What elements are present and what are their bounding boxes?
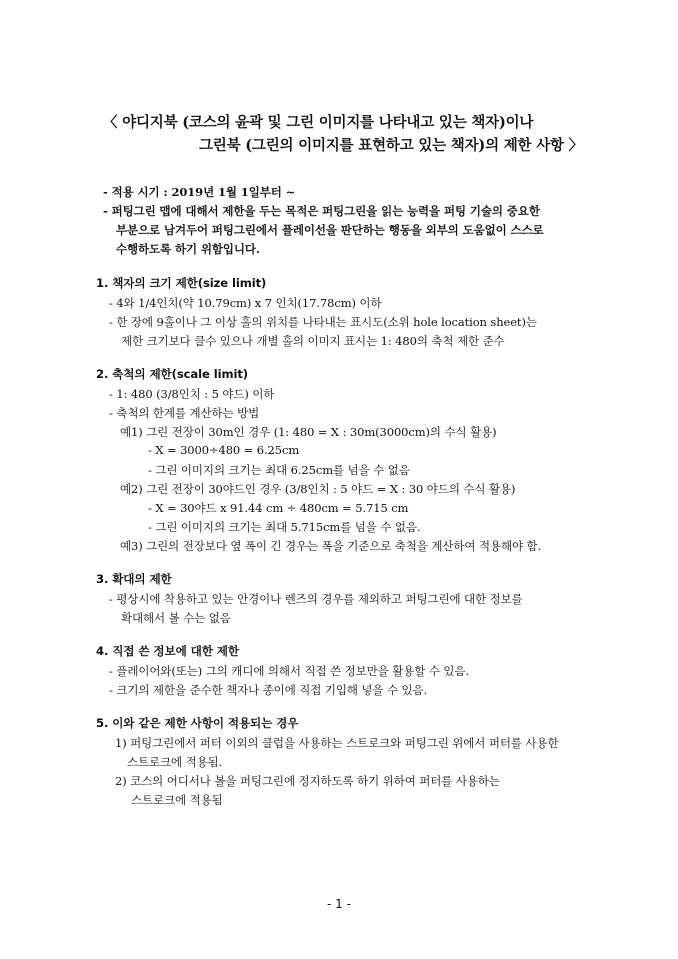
section-3-line: - 평상시에 착용하고 있는 안경이나 렌즈의 경우를 제외하고 퍼팅그린에 대한 정보를 bbox=[109, 592, 523, 606]
section-1-line: 제한 크기보다 클수 있으나 개별 홀의 이미지 표시는 1: 480의 축척 제한 준수 bbox=[121, 334, 505, 348]
section-1-heading: 1. 책자의 크기 제한(size limit) bbox=[96, 276, 267, 290]
example-2-result: - 그린 이미지의 크기는 최대 5.715cm를 넘을 수 없음. bbox=[148, 520, 421, 534]
section-3-line: 확대해서 볼 수는 없음 bbox=[121, 611, 231, 625]
example-2: 예2) 그린 전장이 30야드인 경우 (3/8인치 : 5 야드 = X : 30 야드의 수식 활용) bbox=[120, 482, 516, 496]
example-1: 예1) 그린 전장이 30m인 경우 (1: 480 = X : 30m(3000cm)의 수식 활용) bbox=[120, 425, 497, 439]
section-5-line: 스트로크에 적용됨 bbox=[131, 793, 223, 807]
section-4-line: - 크기의 제한을 준수한 책자나 종이에 직접 기입해 넣을 수 있음. bbox=[109, 683, 428, 697]
page-number: - 1 - bbox=[327, 897, 351, 911]
section-5-line: 2) 코스의 어디서나 볼을 퍼팅그린에 정지하도록 하기 위하여 퍼터를 사용하는 bbox=[115, 774, 500, 788]
section-4-line: - 플레이어와(또는) 그의 캐디에 의해서 직접 쓴 정보만을 활용할 수 있음. bbox=[109, 664, 469, 678]
section-3-heading: 3. 확대의 제한 bbox=[96, 572, 172, 586]
section-1-line: - 한 장에 9홀이나 그 이상 홀의 위치를 나타내는 표시도(소위 hole location sheet)는 bbox=[109, 315, 537, 329]
purpose-line-1: - 퍼팅그린 맵에 대해서 제한을 두는 목적은 퍼팅그린을 읽는 능력을 퍼팅 기술의 중요한 bbox=[103, 204, 540, 218]
section-2-line: - 1: 480 (3/8인치 : 5 야드) 이하 bbox=[109, 387, 275, 401]
purpose-line-2: 부분으로 남겨두어 퍼팅그린에서 플레이선을 판단하는 행동을 외부의 도움없이 스스로 bbox=[116, 223, 544, 237]
example-1-result: - 그린 이미지의 크기는 최대 6.25cm를 넘을 수 없음 bbox=[148, 463, 410, 477]
section-2-line: - 축척의 한계를 계산하는 방법 bbox=[109, 406, 260, 420]
title-line-2: 그린북 (그린의 이미지를 표현하고 있는 책자)의 제한 사항 〉 bbox=[199, 137, 583, 154]
effective-date: - 적용 시기 : 2019년 1월 1일부터 ~ bbox=[103, 185, 296, 199]
title-line-1: 〈 야디지북 (코스의 윤곽 및 그린 이미지를 나타내고 있는 책자)이나 bbox=[103, 114, 534, 131]
section-5-line: 스트로크에 적용됨. bbox=[127, 755, 223, 769]
example-2-calc: - X = 30야드 x 91.44 cm ÷ 480cm = 5.715 cm bbox=[148, 501, 409, 515]
example-3: 예3) 그린의 전장보다 옆 폭이 긴 경우는 폭을 기준으로 축척을 계산하여 적용해야 함. bbox=[120, 539, 542, 553]
example-1-calc: - X = 3000÷480 = 6.25cm bbox=[148, 443, 300, 457]
section-4-heading: 4. 직접 쓴 정보에 대한 제한 bbox=[96, 644, 239, 658]
purpose-line-3: 수행하도록 하기 위함입니다. bbox=[116, 242, 260, 256]
section-2-heading: 2. 축척의 제한(scale limit) bbox=[96, 367, 248, 381]
section-5-heading: 5. 이와 같은 제한 사항이 적용되는 경우 bbox=[96, 716, 299, 730]
section-5-line: 1) 퍼팅그린에서 퍼터 이외의 클럽을 사용하는 스트로크와 퍼팅그린 위에서 퍼터를 사용한 bbox=[115, 736, 559, 750]
section-1-line: - 4와 1/4인치(약 10.79cm) x 7 인치(17.78cm) 이하 bbox=[109, 296, 382, 310]
